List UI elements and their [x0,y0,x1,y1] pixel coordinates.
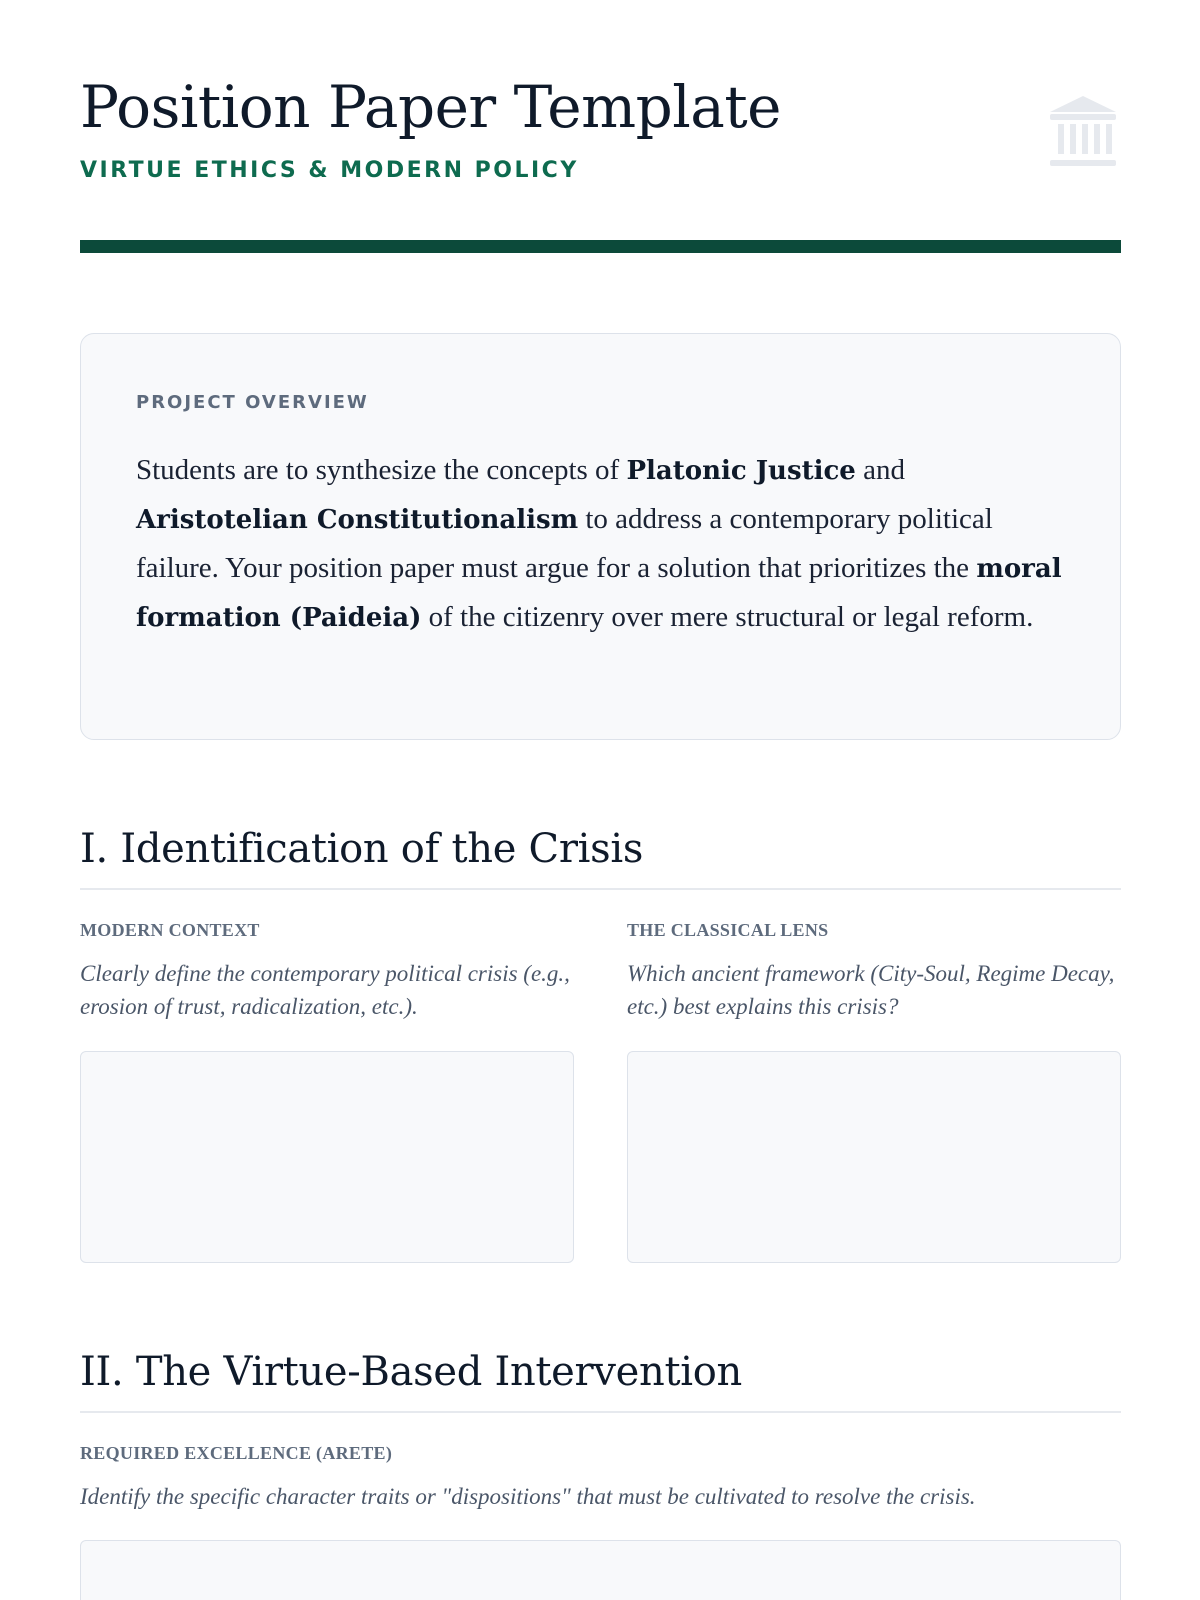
overview-text [136,446,1071,642]
field-label: REQUIRED EXCELLENCE (ARETE) [80,1443,393,1463]
page-header [80,73,1120,183]
page-subtitle: VIRTUE ETHICS & MODERN POLICY [80,158,579,183]
field-help-text: Clearly define the contemporary political crisis (e.g., erosion of trust, radicalization, etc.). [80,961,570,1019]
overview-emphasis: moral formation (Paideia) [136,554,1062,633]
overview-emphasis: Aristotelian Constitutionalism [136,505,579,535]
section-divider [80,888,1121,890]
modern-context-answer-field[interactable] [80,1051,574,1263]
classical-lens-answer-field[interactable] [627,1051,1121,1263]
overview-label: PROJECT OVERVIEW [136,392,369,413]
section-title: I. Identification of the Crisis [80,826,644,872]
section-divider [80,1411,1121,1413]
overview-text-part: Students are to synthesize the concepts of [136,454,627,486]
columns-icon [1048,94,1118,170]
overview-emphasis: Platonic Justice [626,456,856,486]
field-label: THE CLASSICAL LENS [627,920,829,940]
project-overview-card [80,333,1121,740]
field-label: MODERN CONTEXT [80,920,260,940]
field-help-text: Identify the specific character traits or "dispositions" that must be cultivated to resolve the crisis. [80,1484,976,1509]
overview-text-part: of the citizenry over mere structural or legal reform. [421,601,1034,633]
required-excellence-answer-field[interactable] [80,1540,1121,1600]
overview-text-part: to address a contemporary political failure. Your position paper must argue for a solution that prioritizes the [136,503,993,584]
header-rule [80,240,1121,253]
page-title: Position Paper Template [80,73,781,141]
field-help-text: Which ancient framework (City-Soul, Regime Decay, etc.) best explains this crisis? [627,961,1115,1019]
section-title: II. The Virtue-Based Intervention [80,1349,743,1395]
overview-text-part: and [855,454,905,486]
